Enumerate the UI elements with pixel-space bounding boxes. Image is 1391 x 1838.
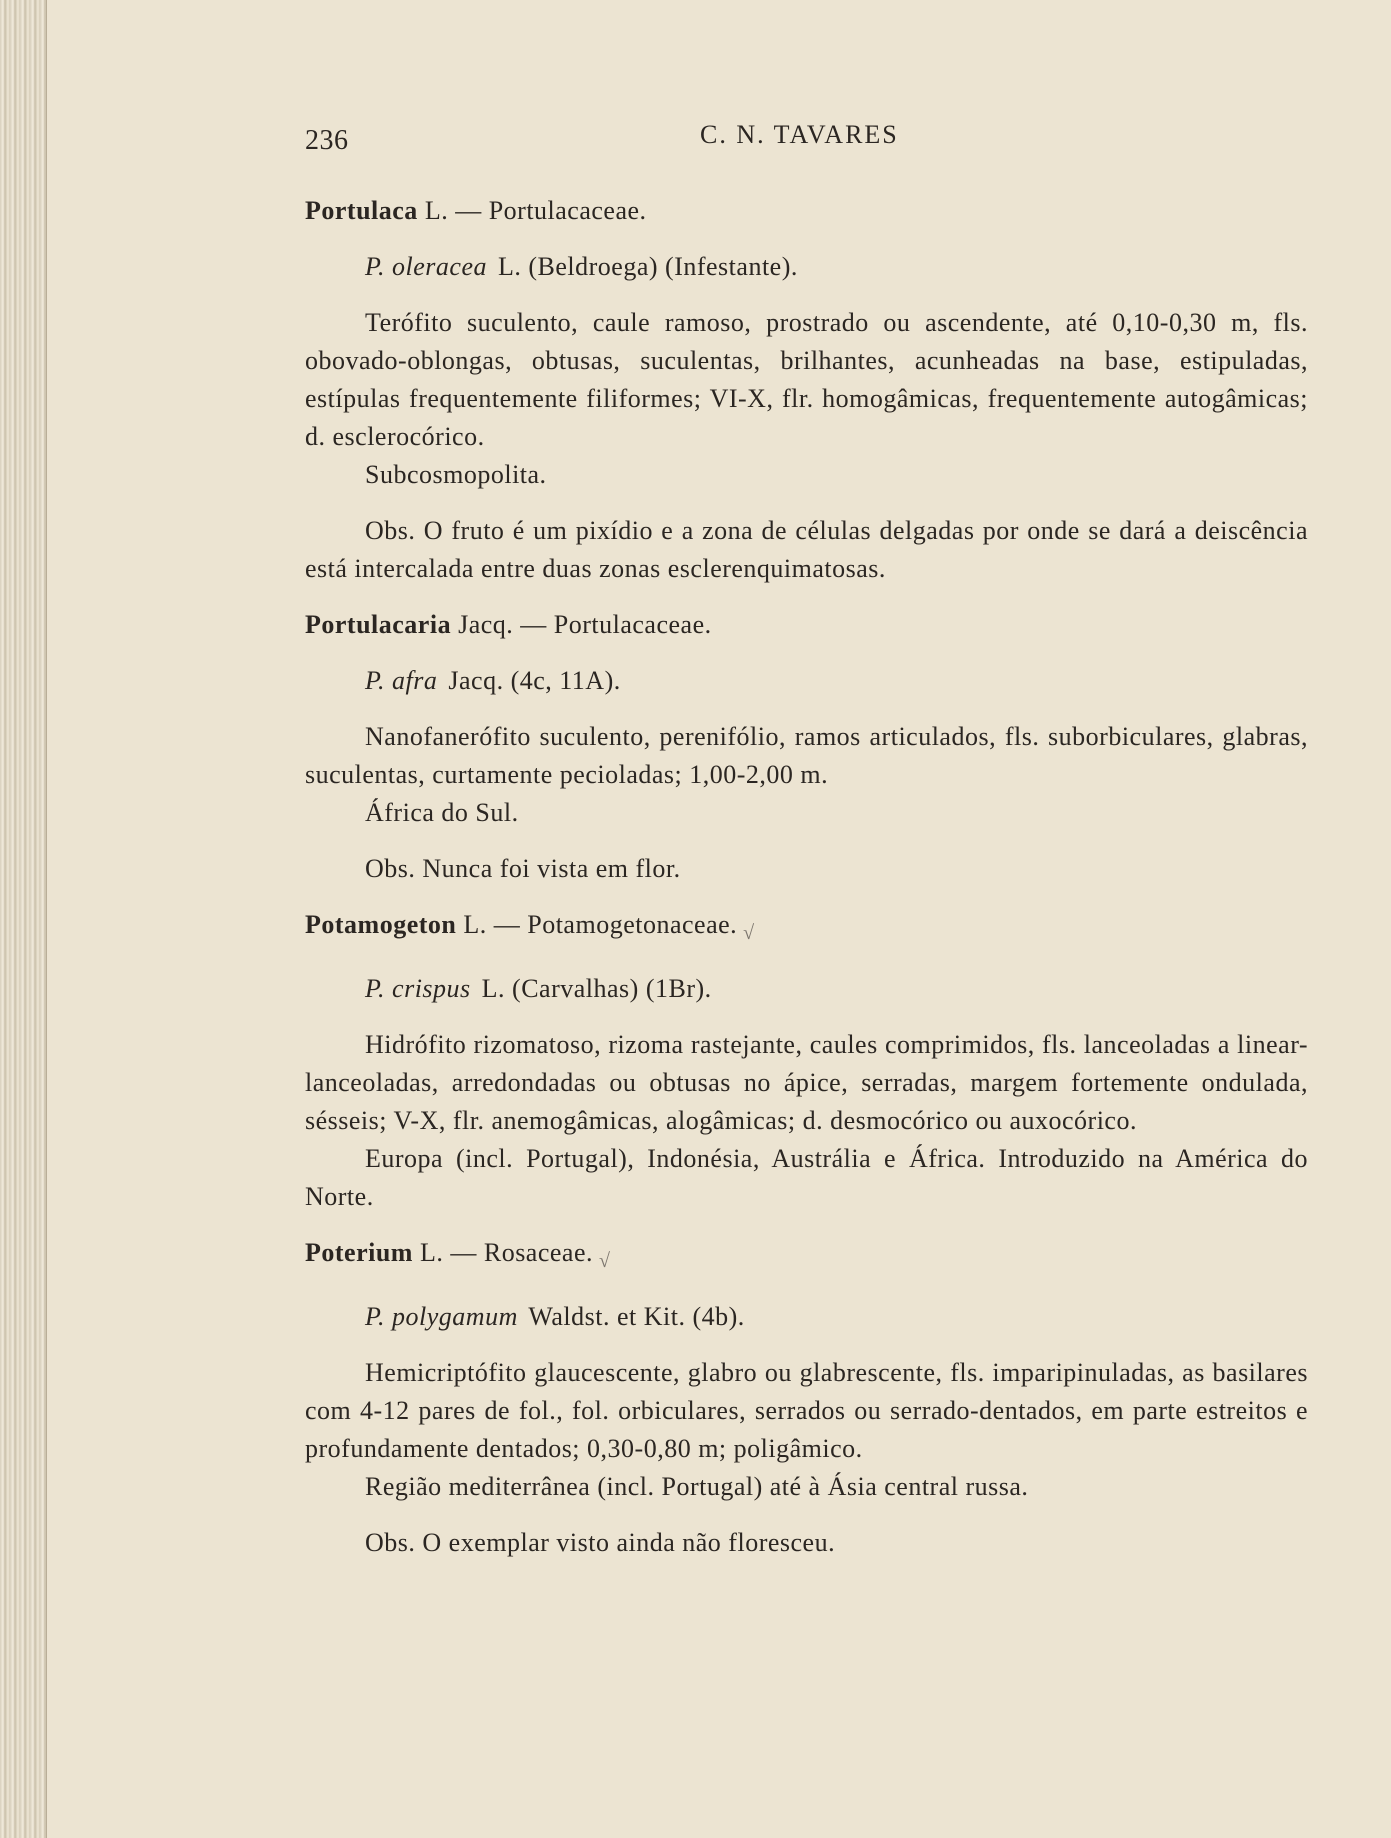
check-mark-icon: √ <box>743 922 755 944</box>
species-authority: L. (Carvalhas) (1Br). <box>474 974 712 1003</box>
species-observation: Obs. O fruto é um pixídio e a zona de células delgadas por onde se dará a deiscência está intercalada entre duas zonas esclerenquimatosas. <box>305 516 1308 583</box>
species-distribution: África do Sul. <box>365 798 519 827</box>
genus-family: Jacq. — Portulacaceae. <box>451 610 712 639</box>
species-description: Hemicriptófito glaucescente, glabro ou glabrescente, fls. imparipinuladas, as basilares com 4-12 pares de fol., fol. orbiculares, serrados ou serrado-dentados, em parte estreitos e profundamente dentados; 0,30-0,80 m; poligâmico. <box>305 1358 1308 1463</box>
check-mark-icon: √ <box>599 1250 611 1272</box>
genus-family: L. — Potamogetonaceae. <box>456 910 738 939</box>
genus-family: L. — Rosaceae. <box>412 1238 594 1267</box>
species-description: Hidrófito rizomatoso, rizoma rastejante, caules comprimidos, fls. lanceoladas a linear-lanceoladas, arredondadas ou obtusas no ápice, serradas, margem fortemente ondulada, sésseis; V-X, flr. anemogâmicas, alogâmicas; d. desmocórico ou auxocórico. <box>305 1030 1308 1135</box>
species-name: P. afra <box>365 666 438 695</box>
species-heading <box>365 248 1308 286</box>
genus-name: Potamogeton <box>305 910 457 939</box>
species-heading <box>365 1298 1308 1336</box>
species-description: Terófito suculento, caule ramoso, prostrado ou ascendente, até 0,10-0,30 m, fls. obovado-oblongas, obtusas, suculentas, brilhantes, acunheadas na base, estipuladas, estípulas frequentemente filiformes; VI-X, flr. homogâmicas, frequentemente autogâmicas; d. esclerocórico. <box>305 308 1308 451</box>
species-distribution: Região mediterrânea (incl. Portugal) até à Ásia central russa. <box>365 1472 1029 1501</box>
document-page <box>305 112 1308 1580</box>
species-observation: Obs. O exemplar visto ainda não floresceu. <box>365 1528 836 1557</box>
species-distribution: Subcosmopolita. <box>365 460 547 489</box>
genus-heading <box>305 1234 1308 1280</box>
genus-heading <box>305 192 1308 230</box>
species-authority: Jacq. (4c, 11A). <box>441 666 621 695</box>
species-name: P. crispus <box>365 974 471 1003</box>
page-number: 236 <box>305 125 349 156</box>
species-description: Nanofanerófito suculento, perenifólio, ramos articulados, fls. suborbiculares, glabras, suculentas, curtamente pecioladas; 1,00-2,00 m. <box>305 722 1308 789</box>
page-header <box>305 112 1308 156</box>
species-authority: Waldst. et Kit. (4b). <box>521 1302 745 1331</box>
species-heading <box>365 662 1308 700</box>
species-heading <box>365 970 1308 1008</box>
species-name: P. oleracea <box>365 252 487 281</box>
running-title: C. N. TAVARES <box>700 120 899 149</box>
genus-family: L. — Portulacaceae. <box>417 196 647 225</box>
species-observation: Obs. Nunca foi vista em flor. <box>365 854 681 883</box>
species-distribution: Europa (incl. Portugal), Indonésia, Austrália e África. Introduzido na América do Norte. <box>305 1144 1308 1211</box>
genus-heading <box>305 606 1308 644</box>
book-binding-edge <box>0 0 47 1838</box>
species-name: P. polygamum <box>365 1302 518 1331</box>
genus-heading <box>305 906 1308 952</box>
genus-name: Portulaca <box>305 196 418 225</box>
genus-name: Portulacaria <box>305 610 452 639</box>
genus-name: Poterium <box>305 1238 413 1267</box>
species-authority: L. (Beldroega) (Infestante). <box>491 252 798 281</box>
